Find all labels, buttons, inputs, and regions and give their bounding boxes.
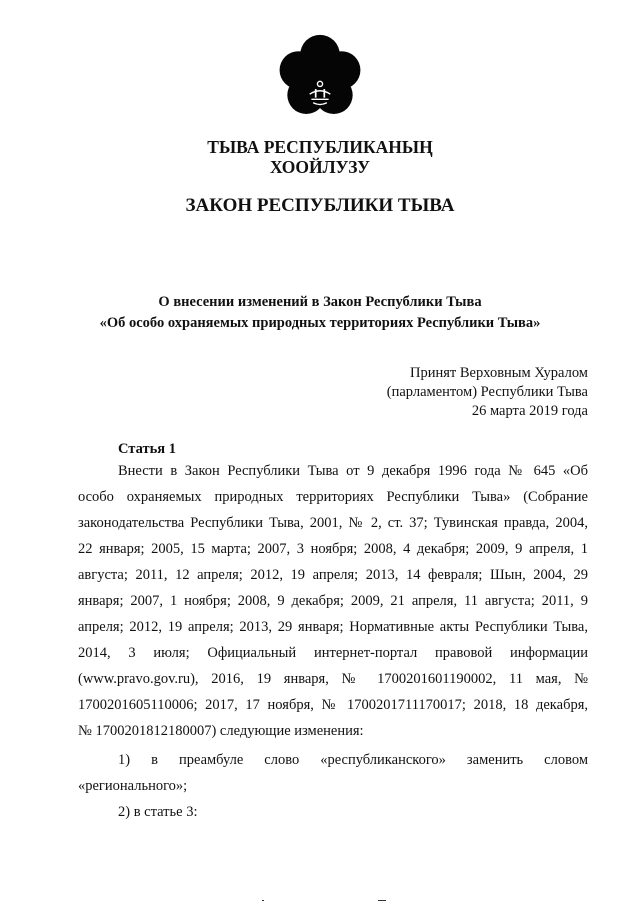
adoption-date: 26 марта 2019 года: [471, 403, 588, 419]
scan-artifact: [262, 900, 264, 901]
tyva-emblem: [277, 34, 363, 120]
article-title: Статья 1: [118, 441, 176, 457]
header-line-2: ХООЙЛУЗУ: [270, 157, 370, 177]
paragraph-line: 2014, 3 июля; Официальный интернет-портал правовой информации: [78, 645, 588, 661]
article-paragraph: [78, 458, 588, 744]
paragraph-line: января; 2007, 1 ноября; 2008, 9 декабря; 2009, 21 апреля, 11 августа; 2011, 9: [78, 593, 588, 609]
paragraph-line: (www.pravo.gov.ru), 2016, 19 января, № 1700201601190002, 11 мая, №: [78, 671, 588, 687]
scan-artifact: [378, 900, 386, 901]
item-line: «регионального»;: [78, 778, 188, 794]
list-item-2: [78, 799, 588, 825]
list-item-1: [78, 747, 588, 799]
paragraph-line: апреля; 2012, 19 апреля; 2013, 29 января; Нормативные акты Республики Тыва,: [78, 619, 588, 635]
paragraph-line: № 1700201812180007) следующие изменения:: [78, 723, 364, 739]
law-title: ЗАКОН РЕСПУБЛИКИ ТЫВА: [185, 195, 455, 216]
header-line-1: ТЫВА РЕСПУБЛИКАНЫҢ: [207, 137, 433, 157]
paragraph-line: особо охраняемых природных территориях Республики Тыва» (Собрание: [78, 489, 588, 505]
adoption-line-1: Принят Верховным Хуралом: [410, 365, 588, 381]
paragraph-line: Внести в Закон Республики Тыва от 9 декабря 1996 года № 645 «Об: [118, 463, 588, 479]
item-line: 2) в статье 3:: [118, 804, 198, 820]
subject-line-2: «Об особо охраняемых природных территориях Республики Тыва»: [99, 315, 541, 331]
adoption-line-2: (парламентом) Республики Тыва: [386, 384, 588, 400]
paragraph-line: августа; 2011, 12 апреля; 2012, 19 апреля; 2013, 14 февраля; Шын, 2004, 29: [78, 567, 588, 583]
subject-line-1: О внесении изменений в Закон Республики Тыва: [158, 294, 482, 310]
paragraph-line: 22 января; 2005, 15 марта; 2007, 3 ноября; 2008, 4 декабря; 2009, 9 апреля, 1: [78, 541, 588, 557]
adoption-block: [387, 364, 588, 421]
paragraph-line: 1700201605110006; 2017, 17 ноября, № 1700201711170017; 2018, 18 декабря,: [78, 697, 588, 713]
item-line: 1) в преамбуле слово «республиканского» заменить словом: [118, 752, 588, 768]
paragraph-line: законодательства Республики Тыва, 2001, № 2, ст. 37; Тувинская правда, 2004,: [78, 515, 588, 531]
